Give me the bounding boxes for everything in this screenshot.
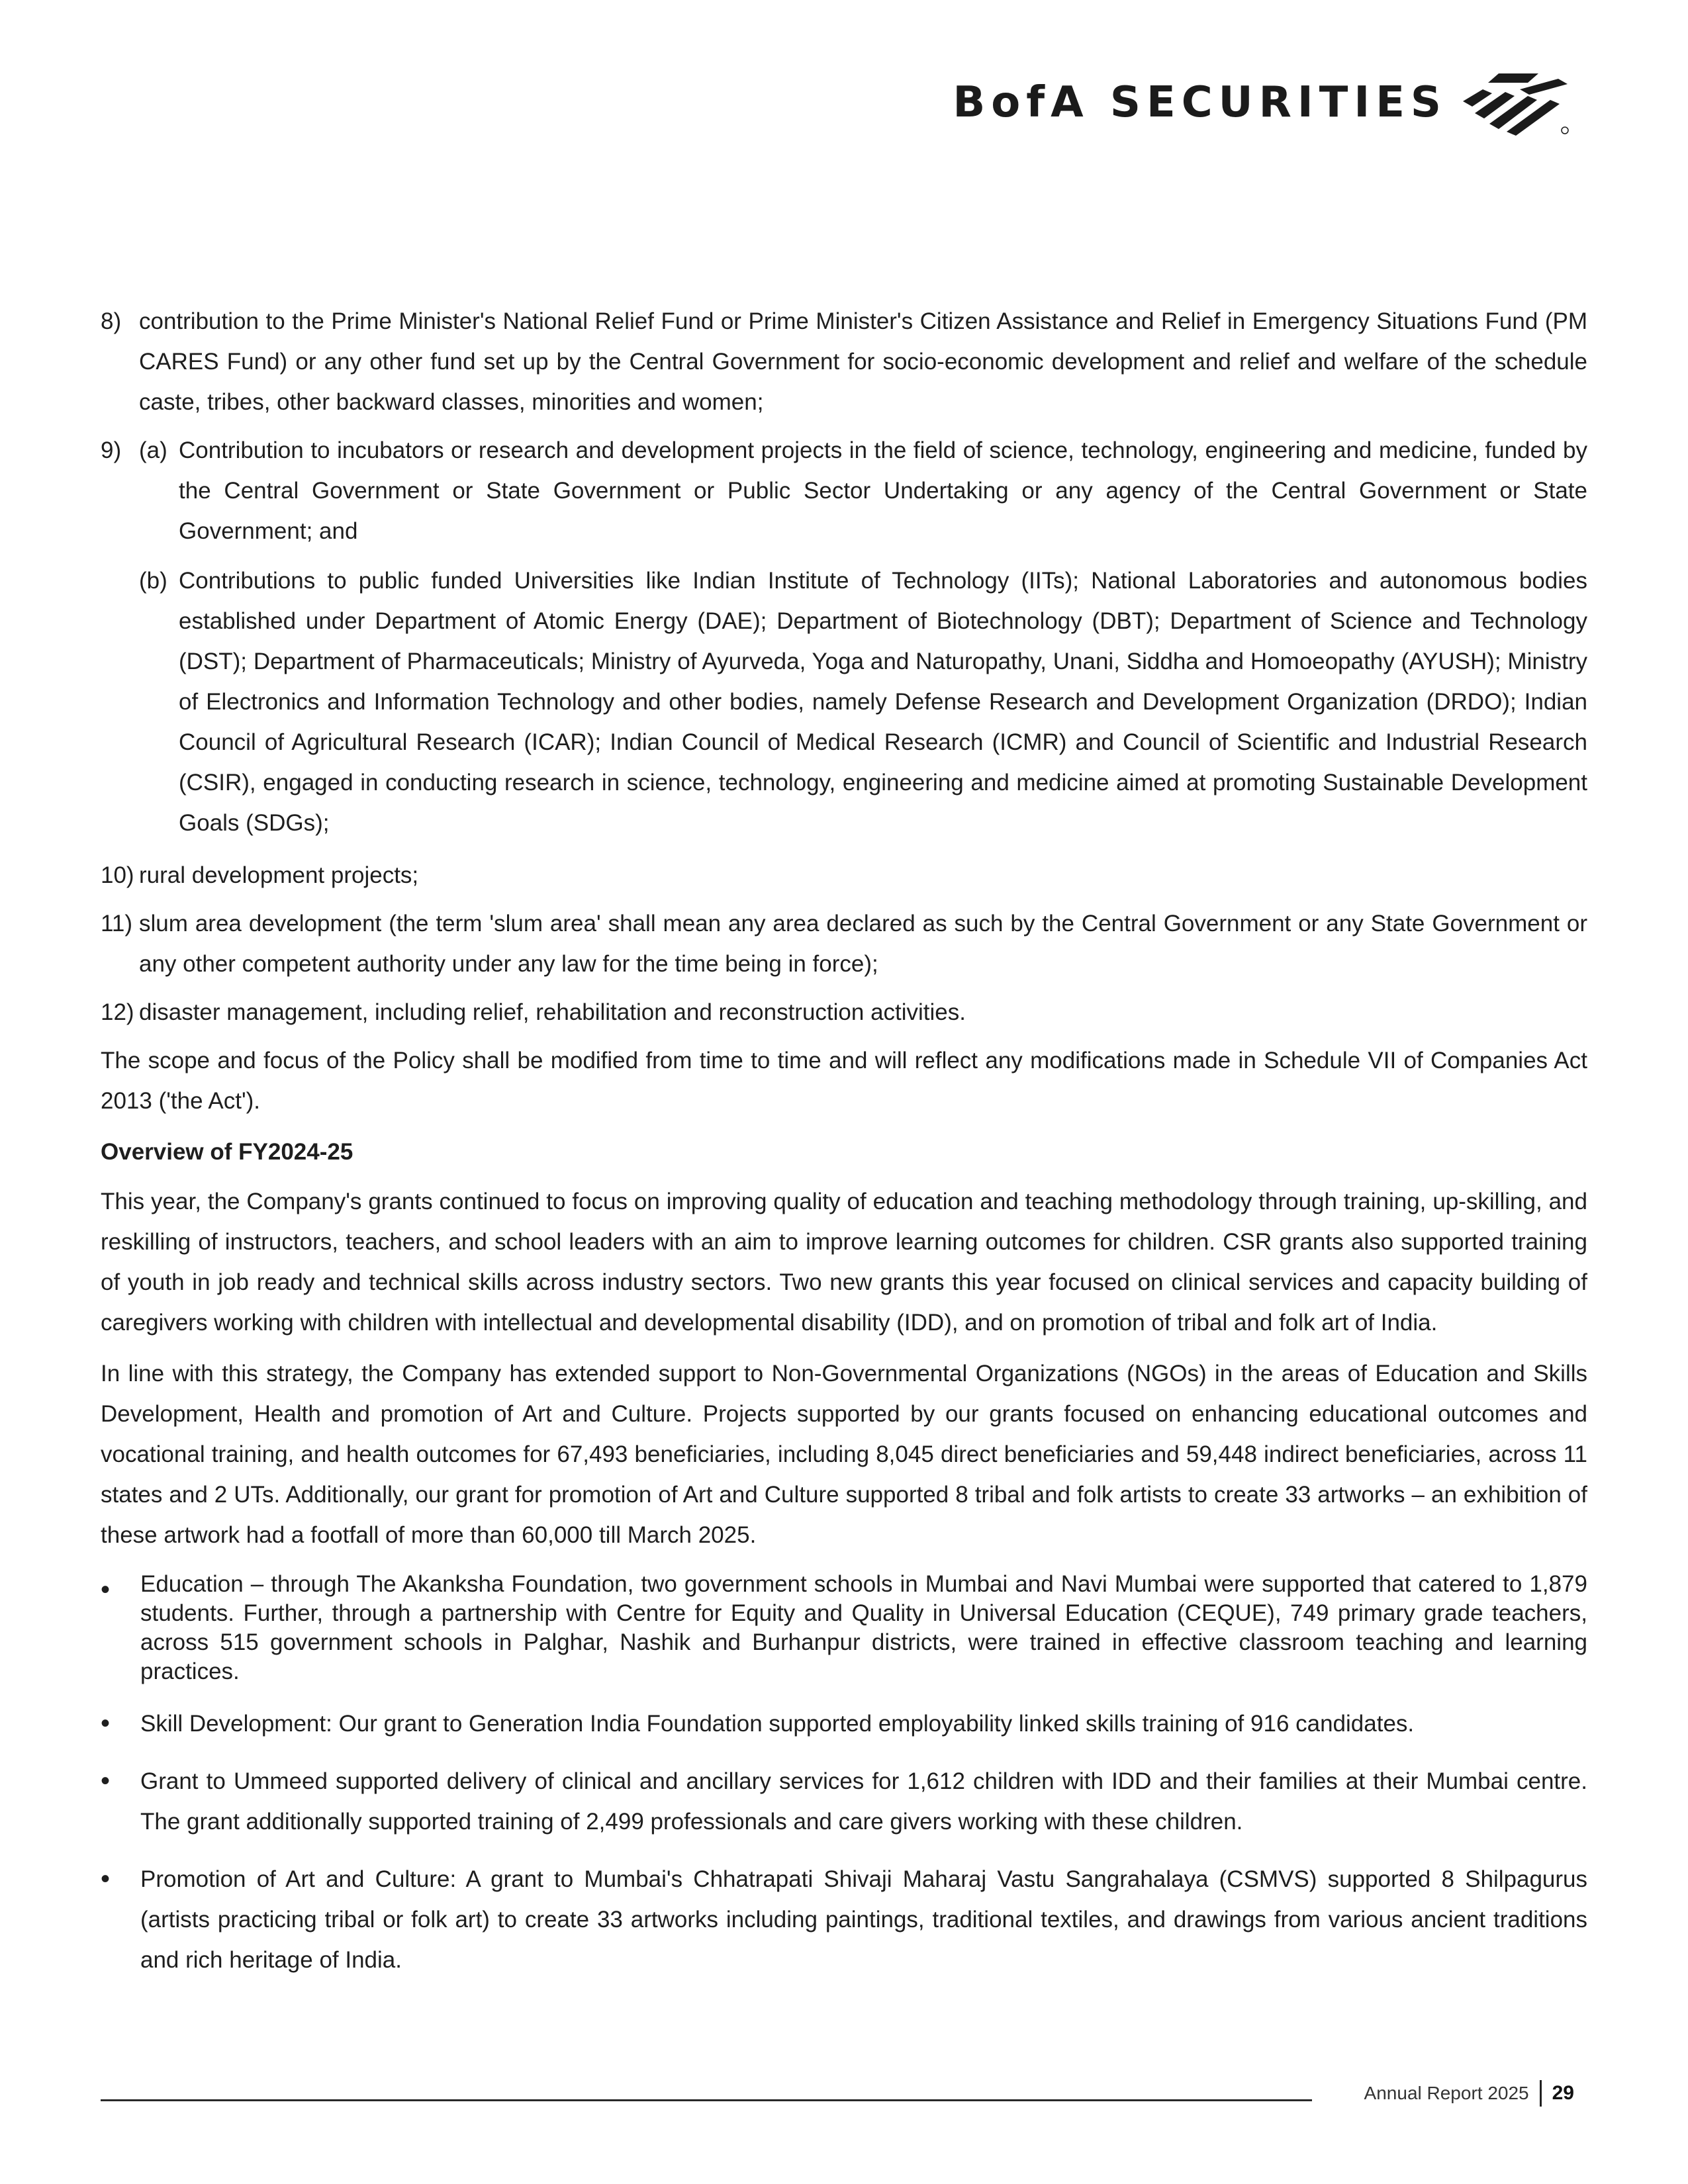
- document-body: [101, 301, 1587, 1997]
- sub-text: Contribution to incubators or research and development projects in the field of science, technology, engineering and medicine, funded by the Central Government or State Government or Public Sector Undertaking or any agency of the Central Government or State Government; and: [179, 437, 1587, 544]
- overview-paragraph: In line with this strategy, the Company has extended support to Non-Governmental Organizations (NGOs) in the areas of Education and Skills Development, Health and promotion of Art and Culture. Projects supported by our grants focused on enhancing educational outcomes and vocational training, and health outcomes for 67,493 beneficiaries, including 8,045 direct beneficiaries and 59,448 indirect beneficiaries, across 11 states and 2 UTs. Additionally, our grant for promotion of Art and Culture supported 8 tribal and folk artists to create 33 artworks – an exhibition of these artwork had a footfall of more than 60,000 till March 2025.: [101, 1361, 1587, 1548]
- list-number: 8): [101, 308, 122, 334]
- list-item: [101, 430, 1587, 852]
- bullet-glyph: •: [101, 1864, 111, 1893]
- overview-paragraph: This year, the Company's grants continued to focus on improving quality of education and teaching methodology through training, up-skilling, and reskilling of instructors, teachers, and school leaders with an aim to improve learning outcomes for children. CSR grants also supported training of youth in job ready and technical skills across industry sectors. Two new grants this year focused on clinical services and capacity building of caregivers working with children with intellectual and developmental disability (IDD), and on promotion of tribal and folk art of India.: [101, 1189, 1587, 1336]
- list-number: 12): [101, 999, 134, 1025]
- sub-text: Contributions to public funded Universities like Indian Institute of Technology (IITs); National Laboratories and autonomous bodies established under Department of Atomic Energy (DAE); Department of Biotechnology (DBT); Department of Science and Technology (DST); Department of Pharmaceuticals; Ministry of Ayurveda, Yoga and Naturopathy, Unani, Siddha and Homoeopathy (AYUSH); Ministry of Electronics and Information Technology and other bodies, namely Defense Research and Development Organization (DRDO); Indian Council of Agricultural Research (ICAR); Indian Council of Medical Research (ICMR) and Council of Scientific and Industrial Research (CSIR), engaged in conducting research in science, technology, engineering and medicine aimed at promoting Sustainable Development Goals (SDGs);: [179, 568, 1587, 836]
- list-item: [101, 301, 1587, 422]
- sub-label: (b): [139, 568, 167, 594]
- bullet-item: [101, 1859, 1587, 1980]
- sub-label: (a): [139, 437, 167, 463]
- bullet-item: [101, 1704, 1587, 1744]
- bullet-text: Skill Development: Our grant to Generation India Foundation supported employability linked skills training of 916 candidates.: [140, 1711, 1415, 1737]
- scope-paragraph: The scope and focus of the Policy shall be modified from time to time and will reflect any modifications made in Schedule VII of Companies Act 2013 ('the Act').: [101, 1048, 1587, 1114]
- bullet-item: [101, 1570, 1587, 1686]
- sublist: [139, 430, 1587, 852]
- bullet-list: [101, 1570, 1587, 1980]
- footer-separator: [1540, 2080, 1542, 2107]
- bullet-item: [101, 1761, 1587, 1842]
- list-item: [101, 903, 1587, 984]
- list-number: 11): [101, 911, 132, 936]
- list-item: [101, 855, 1587, 895]
- section-heading: Overview of FY2024-25: [101, 1139, 353, 1165]
- bullet-text: Promotion of Art and Culture: A grant to Mumbai's Chhatrapati Shivaji Maharaj Vastu Sangrahalaya (CSMVS) supported 8 Shilpagurus (artists practicing tribal or folk art) to create 33 artworks including paintings, traditional textiles, and drawings from various ancient traditions and rich heritage of India.: [140, 1866, 1587, 1973]
- sub-item-a: [139, 430, 1587, 551]
- sub-item-b: [139, 561, 1587, 843]
- bullet-glyph: •: [101, 1766, 111, 1796]
- footer-divider: [101, 2099, 1312, 2101]
- bullet-glyph: •: [101, 1709, 111, 1738]
- list-item: [101, 992, 1587, 1032]
- page-number: 29: [1552, 2082, 1574, 2104]
- bofa-flag-icon: [1459, 69, 1571, 136]
- list-text: disaster management, including relief, rehabilitation and reconstruction activities.: [139, 999, 966, 1025]
- page-header: [953, 66, 1571, 139]
- list-text: rural development projects;: [139, 862, 419, 888]
- bullet-text: Grant to Ummeed supported delivery of clinical and ancillary services for 1,612 children with IDD and their families at their Mumbai centre. The grant additionally supported training of 2,499 professionals and care givers working with these children.: [140, 1768, 1587, 1835]
- brand-name: BofA SECURITIES: [953, 78, 1447, 127]
- bullet-glyph: •: [101, 1575, 111, 1604]
- list-text: slum area development (the term 'slum area' shall mean any area declared as such by the Central Government or any State Government or any other competent authority under any law for the time being in force);: [139, 911, 1587, 977]
- list-number: 9): [101, 437, 122, 463]
- bullet-text: Education – through The Akanksha Foundation, two government schools in Mumbai and Navi Mumbai were supported that catered to 1,879 students. Further, through a partnership with Centre for Equity and Quality in Universal Education (CEQUE), 749 primary grade teachers, across 515 government schools in Palghar, Nashik and Burhanpur districts, were trained in effective classroom teaching and learning practices.: [140, 1571, 1587, 1684]
- page-footer: [1364, 2078, 1574, 2109]
- list-text: contribution to the Prime Minister's National Relief Fund or Prime Minister's Citizen Assistance and Relief in Emergency Situations Fund (PM CARES Fund) or any other fund set up by the Central Government for socio-economic development and relief and welfare of the schedule caste, tribes, other backward classes, minorities and women;: [139, 308, 1587, 415]
- footer-label: Annual Report 2025: [1364, 2083, 1529, 2103]
- list-number: 10): [101, 862, 134, 888]
